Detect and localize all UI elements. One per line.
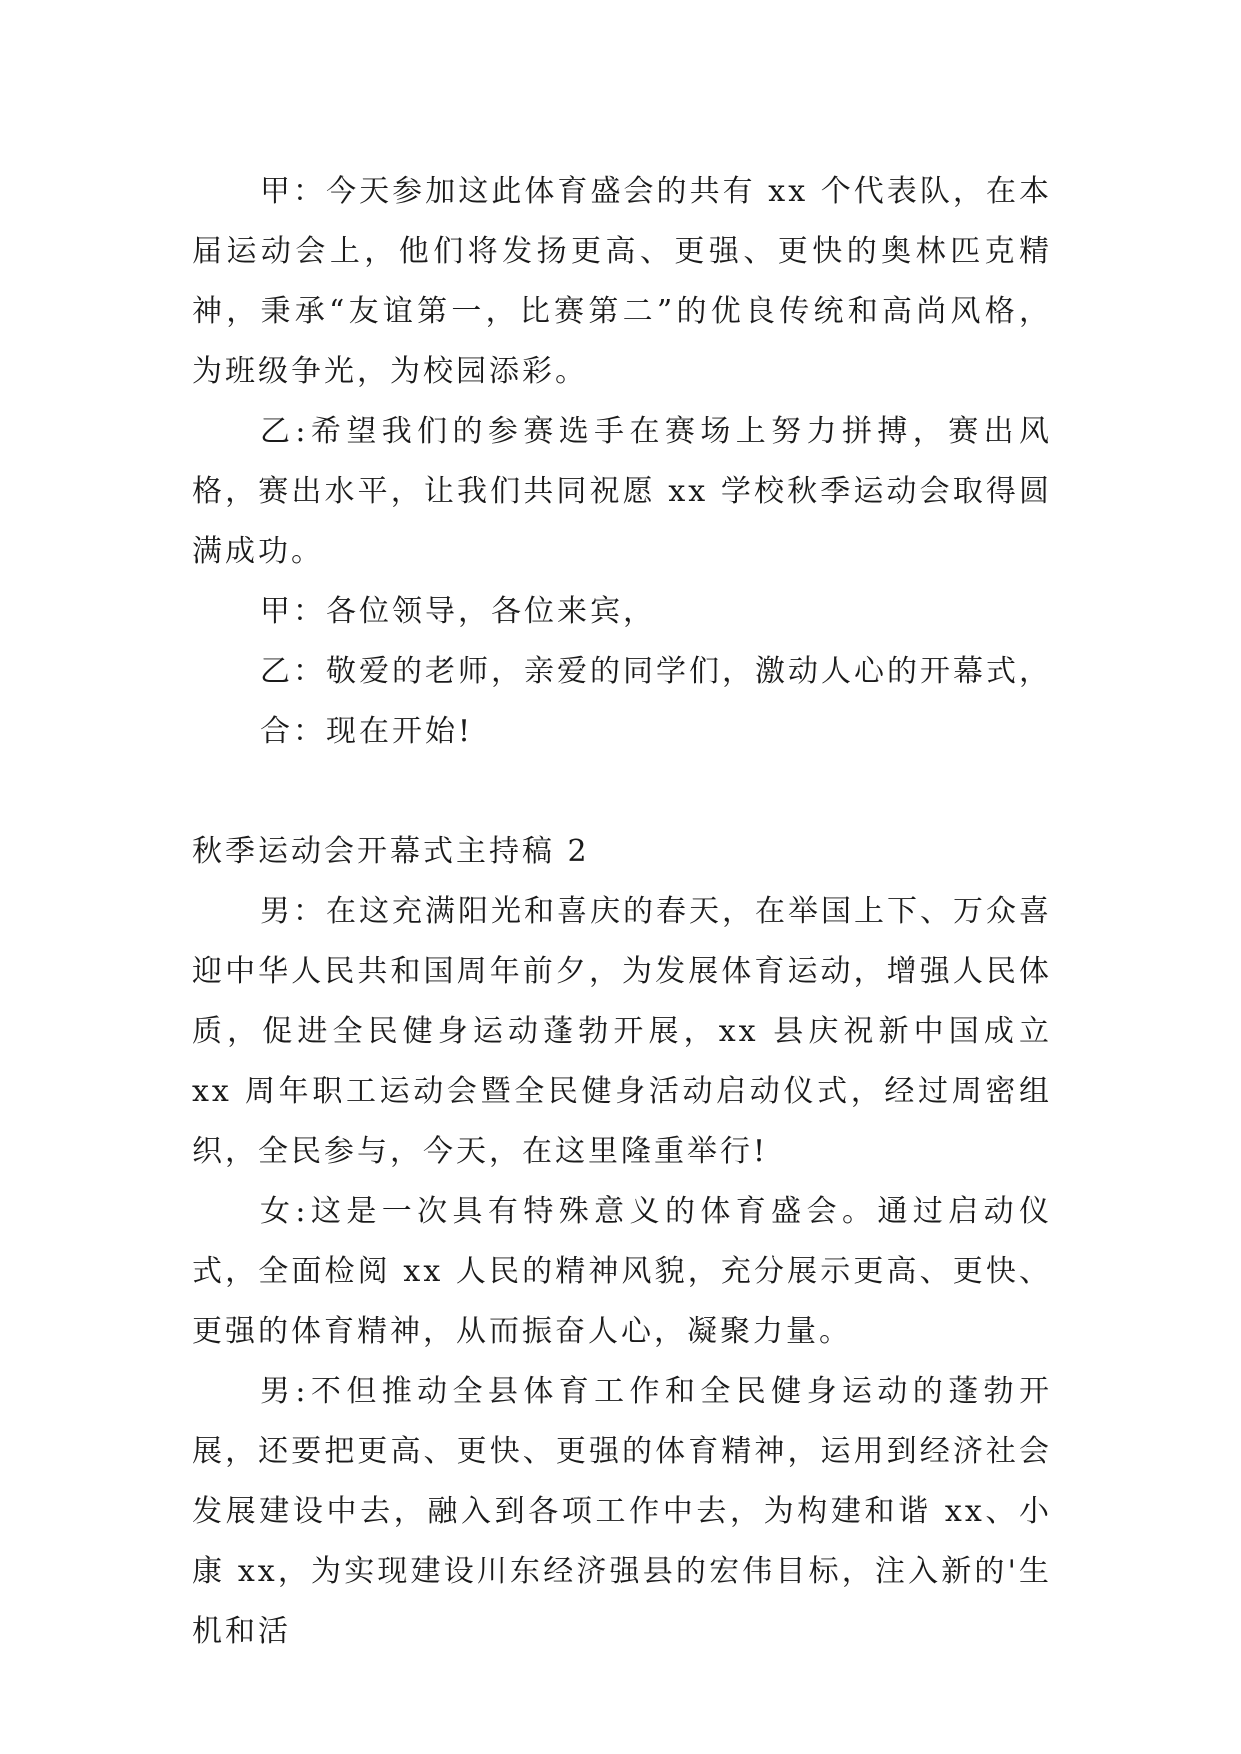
- paragraph-nan-opening: 男：在这充满阳光和喜庆的春天，在举国上下、万众喜迎中华人民共和国周年前夕，为发展体育运动，增强人民体质，促进全民健身运动蓬勃开展，xx 县庆祝新中国成立 xx 周年职工运动会暨全民健身活动启动仪式，经过周密组织，全民参与，今天，在这里隆重举行!: [192, 894, 1052, 1169]
- paragraph-nv-meaning: 女:这是一次具有特殊意义的体育盛会。通过启动仪式，全面检阅 xx 人民的精神风貌，充分展示更高、更快、更强的体育精神，从而振奋人心，凝聚力量。: [192, 1194, 1052, 1349]
- paragraph-nan-promote: 男:不但推动全县体育工作和全民健身运动的蓬勃开展，还要把更高、更快、更强的体育精神，运用到经济社会发展建设中去，融入到各项工作中去，为构建和谐 xx、小康 xx，为实现建设川东经济强县的宏伟目标，注入新的'生机和活: [192, 1374, 1052, 1649]
- paragraph-jia-opening: 甲：今天参加这此体育盛会的共有 xx 个代表队，在本届运动会上，他们将发扬更高、更强、更快的奥林匹克精神，秉承“友谊第一，比赛第二”的优良传统和高尚风格，为班级争光，为校园添彩。: [192, 174, 1052, 389]
- paragraph-yi-wishes: 乙:希望我们的参赛选手在赛场上努力拼搏，赛出风格，赛出水平，让我们共同祝愿 xx 学校秋季运动会取得圆满成功。: [192, 414, 1052, 569]
- section-title: 秋季运动会开幕式主持稿 2: [192, 834, 590, 869]
- paragraph-yi-greeting: 乙：敬爱的老师，亲爱的同学们，激动人心的开幕式，: [260, 654, 1052, 689]
- paragraph-jia-greeting: 甲：各位领导，各位来宾，: [260, 594, 656, 629]
- paragraph-he-start: 合：现在开始!: [260, 714, 474, 749]
- document-body: [192, 162, 1052, 1662]
- section-spacer: [192, 762, 1052, 822]
